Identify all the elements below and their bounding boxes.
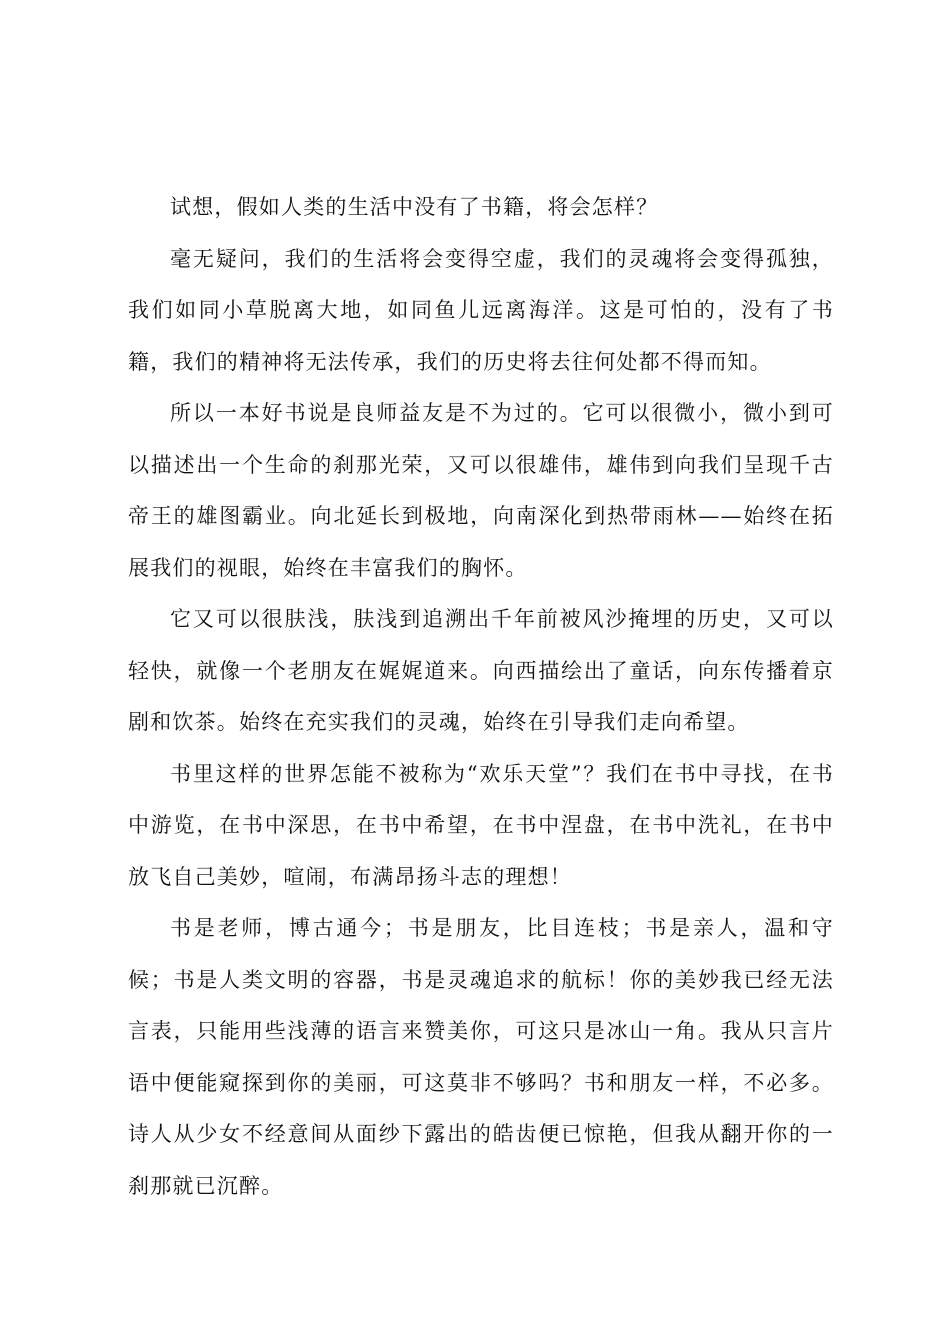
paragraph-5: 书里这样的世界怎能不被称为“欢乐天堂”？我们在书中寻找，在书中游览，在书中深思，在书中希望，在书中涅盘，在书中洗礼，在书中放飞自己美妙，喧闹，布满昂扬斗志的理想！ — [128, 761, 834, 889]
paragraph-3: 所以一本好书说是良师益友是不为过的。它可以很微小，微小到可以描述出一个生命的刹那光荣，又可以很雄伟，雄伟到向我们呈现千古帝王的雄图霸业。向北延长到极地，向南深化到热带雨林——始终在拓展我们的视眼，始终在丰富我们的胸怀。 — [128, 401, 834, 580]
paragraph-2: 毫无疑问，我们的生活将会变得空虚，我们的灵魂将会变得孤独，我们如同小草脱离大地，如同鱼儿远离海洋。这是可怕的，没有了书籍，我们的精神将无法传承，我们的历史将去往何处都不得而知。 — [128, 246, 834, 374]
paragraph-1: 试想，假如人类的生活中没有了书籍，将会怎样？ — [170, 195, 659, 219]
paragraph-6: 书是老师，博古通今；书是朋友，比目连枝；书是亲人，温和守候；书是人类文明的容器，书是灵魂追求的航标！你的美妙我已经无法言表，只能用些浅薄的语言来赞美你，可这只是冰山一角。我从只言片语中便能窥探到你的美丽，可这莫非不够吗？书和朋友一样，不必多。诗人从少女不经意间从面纱下露出的皓齿便已惊艳，但我从翻开你的一刹那就已沉醉。 — [128, 916, 834, 1198]
document-body — [128, 182, 834, 1212]
paragraph-4: 它又可以很肤浅，肤浅到追溯出千年前被风沙掩埋的历史，又可以轻快，就像一个老朋友在娓娓道来。向西描绘出了童话，向东传播着京剧和饮茶。始终在充实我们的灵魂，始终在引导我们走向希望。 — [128, 607, 834, 734]
